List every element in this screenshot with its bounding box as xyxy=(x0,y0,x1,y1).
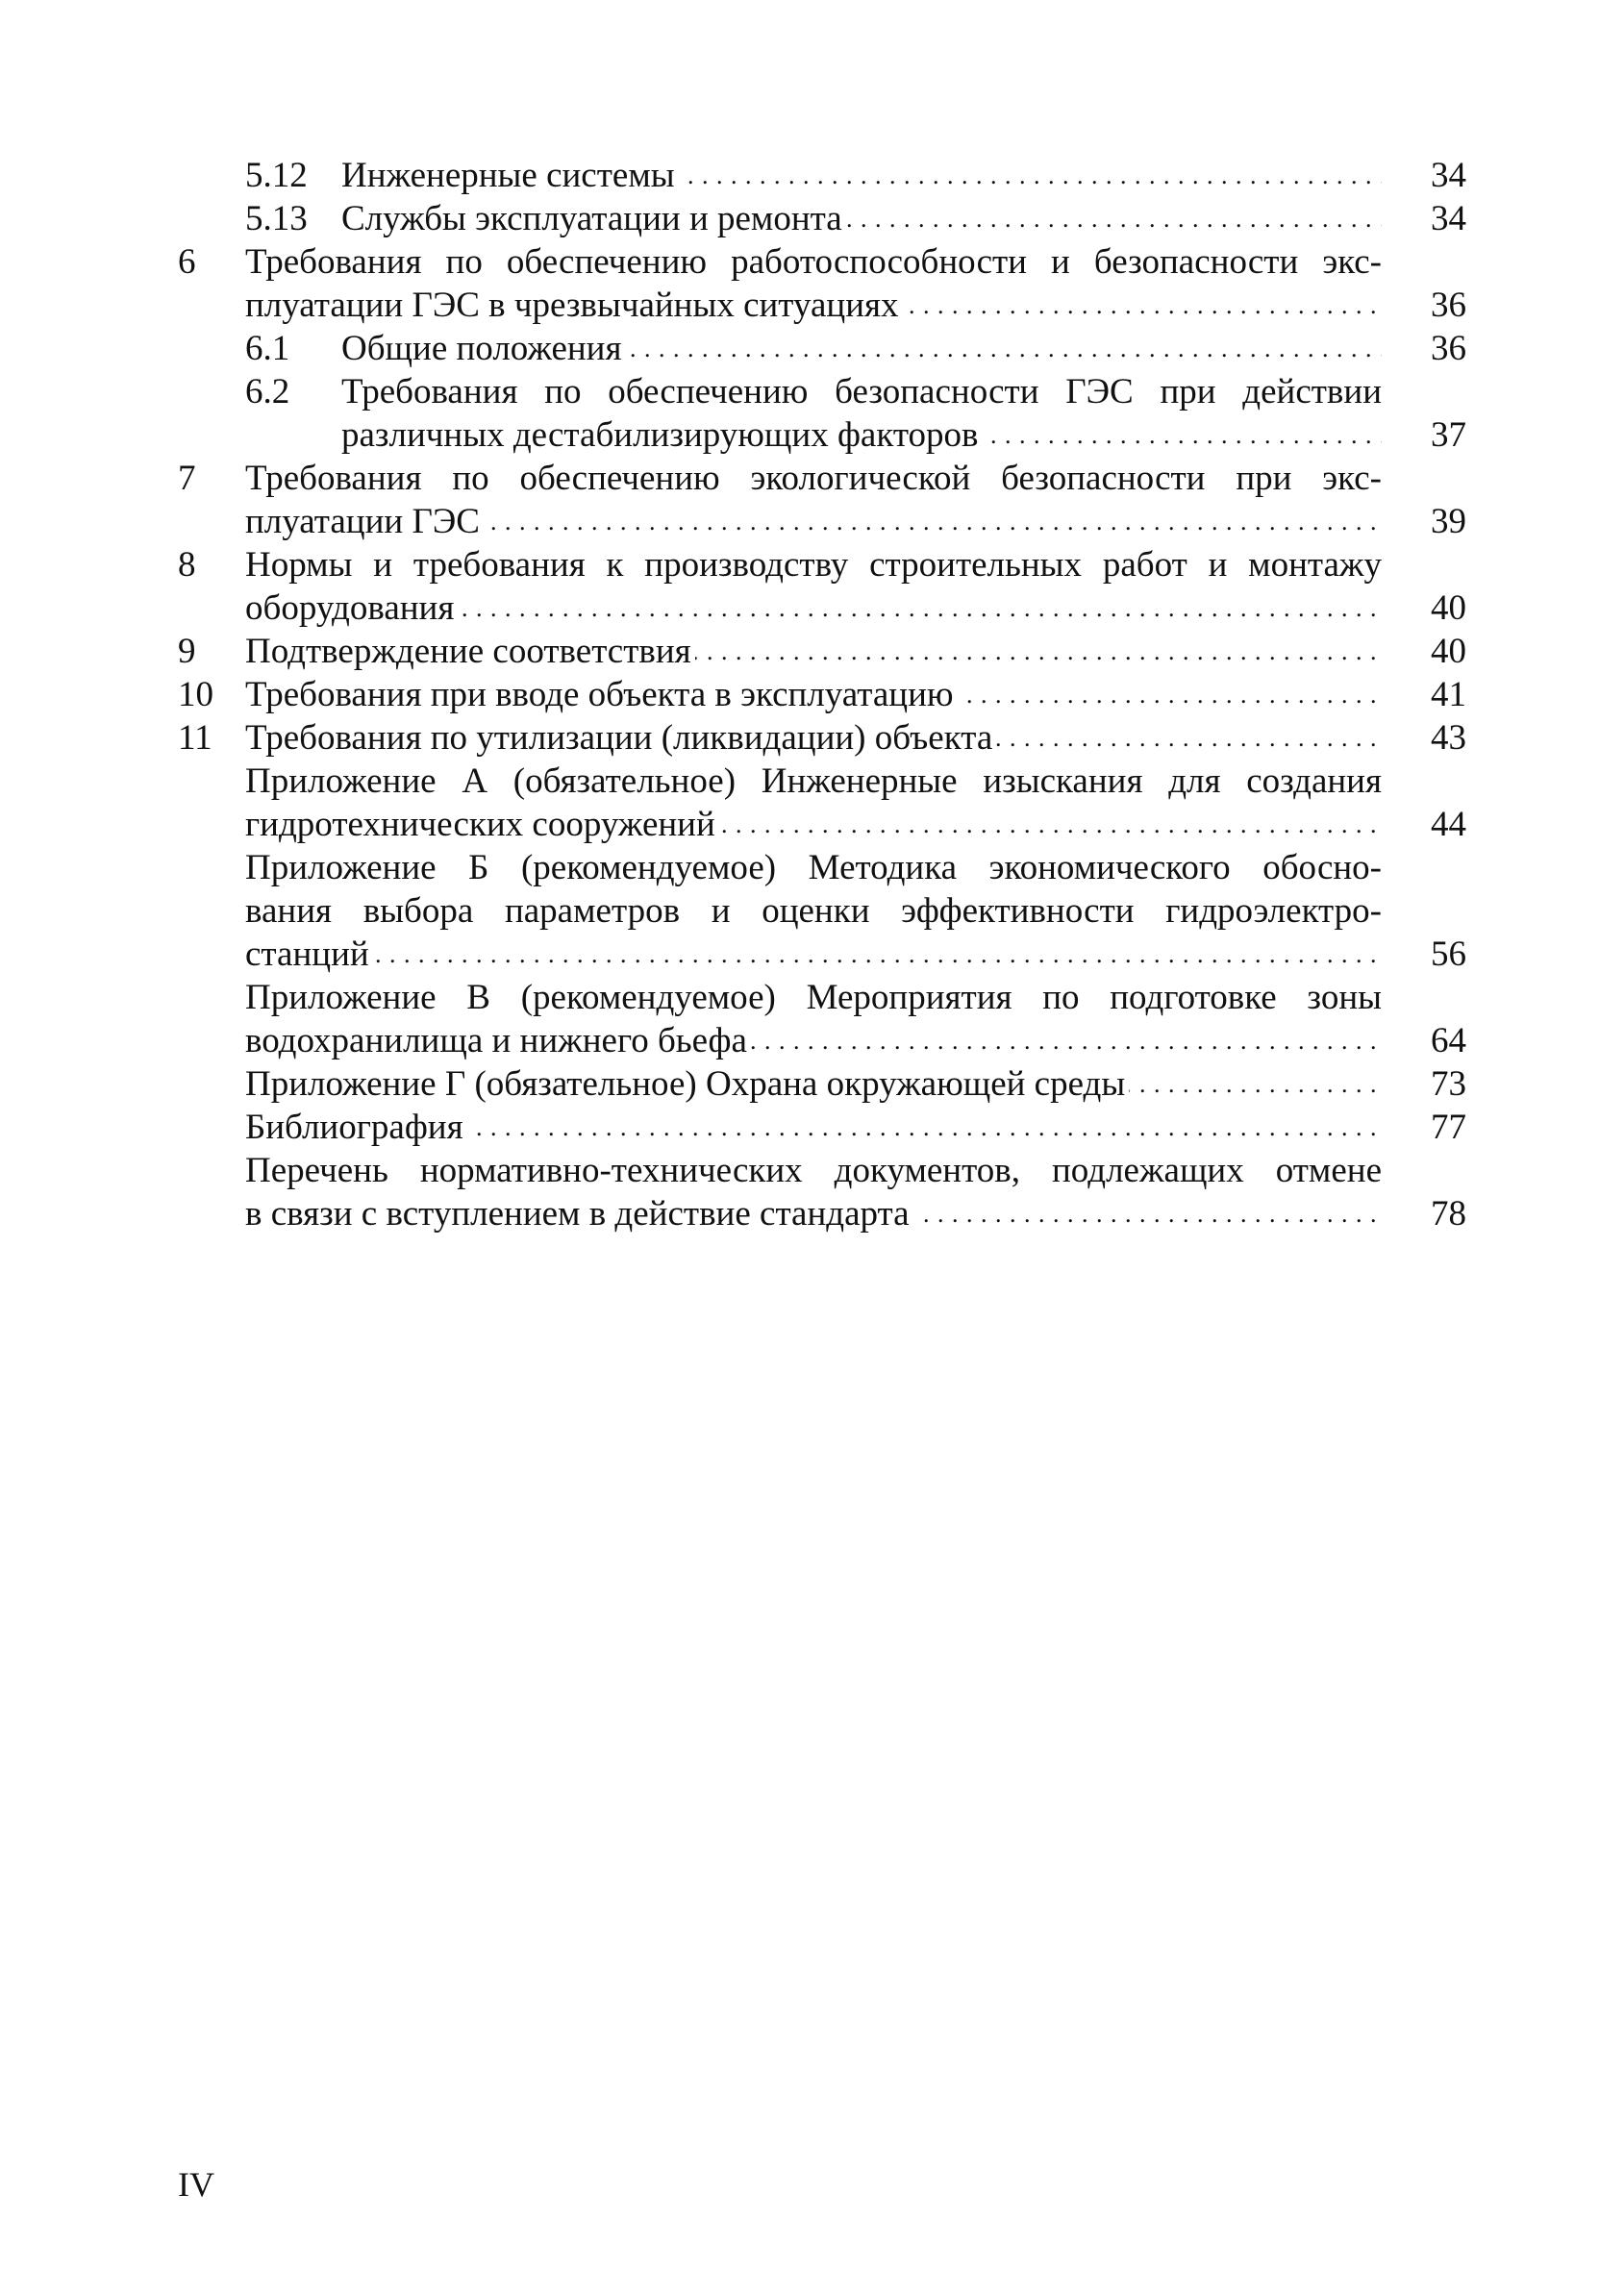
toc-entry-line-with-leader xyxy=(341,413,1382,457)
toc-entry-text: Библиография xyxy=(245,1108,467,1147)
toc-entry-text: Приложение В (рекомендуемое) Мероприятия по подготовке зоны xyxy=(245,978,1382,1017)
toc-entry-page-number: 43 xyxy=(1431,718,1466,758)
toc-entry-line xyxy=(245,760,1382,803)
toc-entry-line xyxy=(245,240,1382,284)
toc-entry-text: гидротехнических сооружений xyxy=(245,805,719,844)
toc-entry-line-with-leader xyxy=(245,284,1382,327)
toc-entry-title xyxy=(341,327,1382,370)
toc-entry-title xyxy=(245,976,1382,1062)
toc-entry-text: Требования по утилизации (ликвидации) объекта xyxy=(245,718,996,758)
page-folio: IV xyxy=(178,2165,214,2204)
toc-entry-line-with-leader xyxy=(245,500,1382,543)
toc-entry-page-number: 34 xyxy=(1431,199,1466,238)
toc-entry-line-with-leader xyxy=(245,933,1382,976)
toc-entry-text: вания выбора параметров и оценки эффективности гидроэлектро- xyxy=(245,891,1382,931)
toc-entry[interactable] xyxy=(178,630,1466,673)
toc-entry-text: Общие положения xyxy=(341,329,625,368)
toc-entry-title xyxy=(245,457,1382,543)
toc-entry-text: плуатации ГЭС в чрезвычайных ситуациях xyxy=(245,286,903,325)
toc-entry-text: водохранилища и нижнего бьефа xyxy=(245,1021,751,1060)
toc-entry-title xyxy=(341,154,1382,197)
toc-entry-text: Перечень нормативно-технических документов, подлежащих отмене xyxy=(245,1151,1382,1190)
toc-entry-title xyxy=(341,197,1382,240)
toc-entry-text: Приложение А (обязательное) Инженерные изыскания для создания xyxy=(245,761,1382,801)
toc-entry-title xyxy=(245,1149,1382,1235)
toc-entry[interactable] xyxy=(178,543,1466,630)
toc-entry-title xyxy=(245,543,1382,630)
toc-entry-text: Требования при вводе объекта в эксплуатацию xyxy=(245,675,958,714)
toc-entry-number: 7 xyxy=(178,459,196,498)
toc-entry-line xyxy=(245,1149,1382,1192)
toc-entry-page-number: 73 xyxy=(1431,1064,1466,1104)
toc-entry[interactable] xyxy=(178,1106,1466,1149)
toc-entry-text: плуатации ГЭС xyxy=(245,502,484,541)
toc-entry[interactable] xyxy=(178,457,1466,543)
toc-entry-text: Требования по обеспечению работоспособности и безопасности экс- xyxy=(245,242,1382,282)
toc-entry-text: Подтверждение соответствия xyxy=(245,632,695,671)
toc-entry-title xyxy=(245,673,1382,716)
toc-entry-page-number: 36 xyxy=(1431,329,1466,368)
toc-entry-text: Требования по обеспечению экологической безопасности при экс- xyxy=(245,459,1382,498)
toc-entry-title xyxy=(245,760,1382,846)
toc-entry-number: 5.13 xyxy=(245,199,308,238)
toc-entry-page-number: 41 xyxy=(1431,675,1466,714)
toc-entry-title xyxy=(245,630,1382,673)
toc-entry-page-number: 44 xyxy=(1431,805,1466,844)
toc-entry-page-number: 37 xyxy=(1431,415,1466,455)
toc-entry[interactable] xyxy=(178,716,1466,760)
toc-entry[interactable] xyxy=(178,1149,1466,1235)
toc-entry-text: оборудования xyxy=(245,588,458,628)
toc-entry-page-number: 77 xyxy=(1431,1108,1466,1147)
toc-entry-title xyxy=(245,240,1382,327)
toc-entry-text: Приложение Б (рекомендуемое) Методика экономического обосно- xyxy=(245,848,1382,887)
toc-entry-title xyxy=(245,1062,1382,1106)
toc-entry-number: 6.1 xyxy=(245,329,290,368)
toc-entry-title xyxy=(341,370,1382,457)
toc-entry-text: Инженерные системы xyxy=(341,156,679,195)
toc-entry[interactable] xyxy=(178,327,1466,370)
toc-entry[interactable] xyxy=(178,154,1466,197)
toc-entry-text: Приложение Г (обязательное) Охрана окружающей среды xyxy=(245,1064,1129,1104)
toc-entry-title xyxy=(245,716,1382,760)
toc-entry[interactable] xyxy=(178,240,1466,327)
table-of-contents xyxy=(178,154,1466,1235)
toc-entry-line-with-leader xyxy=(245,1106,1382,1149)
toc-entry-line-with-leader xyxy=(245,586,1382,630)
toc-entry[interactable] xyxy=(178,370,1466,457)
toc-entry-number: 6 xyxy=(178,242,196,282)
toc-entry-text: Требования по обеспечению безопасности ГЭС при действии xyxy=(341,372,1382,411)
toc-entry-page-number: 39 xyxy=(1431,502,1466,541)
toc-entry-line-with-leader xyxy=(341,154,1382,197)
toc-entry[interactable] xyxy=(178,1062,1466,1106)
toc-entry-text: Службы эксплуатации и ремонта xyxy=(341,199,846,238)
toc-entry-line-with-leader xyxy=(341,327,1382,370)
toc-entry-number: 9 xyxy=(178,632,196,671)
toc-entry-line xyxy=(245,889,1382,933)
toc-entry-page-number: 36 xyxy=(1431,286,1466,325)
toc-entry-number: 5.12 xyxy=(245,156,308,195)
toc-entry-page-number: 40 xyxy=(1431,588,1466,628)
toc-entry-text: в связи с вступлением в действие стандарта xyxy=(245,1194,913,1234)
toc-entry-line xyxy=(245,457,1382,500)
toc-entry[interactable] xyxy=(178,673,1466,716)
toc-entry[interactable] xyxy=(178,197,1466,240)
toc-entry-line xyxy=(341,370,1382,413)
toc-entry-page-number: 78 xyxy=(1431,1194,1466,1234)
toc-entry-title xyxy=(245,1106,1382,1149)
toc-entry-page-number: 34 xyxy=(1431,156,1466,195)
toc-entry-line xyxy=(245,846,1382,889)
toc-entry-line-with-leader xyxy=(341,197,1382,240)
toc-entry-page-number: 40 xyxy=(1431,632,1466,671)
toc-entry-line-with-leader xyxy=(245,1019,1382,1062)
toc-entry-line-with-leader xyxy=(245,630,1382,673)
toc-entry-line xyxy=(245,543,1382,586)
toc-entry-number: 11 xyxy=(178,718,212,758)
toc-entry[interactable] xyxy=(178,846,1466,976)
toc-entry-number: 8 xyxy=(178,545,196,585)
toc-entry-number: 10 xyxy=(178,675,213,714)
toc-entry-text: Нормы и требования к производству строительных работ и монтажу xyxy=(245,545,1382,585)
toc-entry-text: различных дестабилизирующих факторов xyxy=(341,415,983,455)
toc-entry-line-with-leader xyxy=(245,673,1382,716)
toc-entry[interactable] xyxy=(178,976,1466,1062)
toc-entry-line-with-leader xyxy=(245,1192,1382,1235)
toc-entry-line-with-leader xyxy=(245,803,1382,846)
toc-entry[interactable] xyxy=(178,760,1466,846)
toc-entry-page-number: 56 xyxy=(1431,935,1466,974)
toc-entry-page-number: 64 xyxy=(1431,1021,1466,1060)
toc-entry-line-with-leader xyxy=(245,716,1382,760)
toc-entry-title xyxy=(245,846,1382,976)
toc-entry-line-with-leader xyxy=(245,1062,1382,1106)
toc-entry-number: 6.2 xyxy=(245,372,290,411)
toc-entry-text: станций xyxy=(245,935,373,974)
toc-entry-line xyxy=(245,976,1382,1019)
